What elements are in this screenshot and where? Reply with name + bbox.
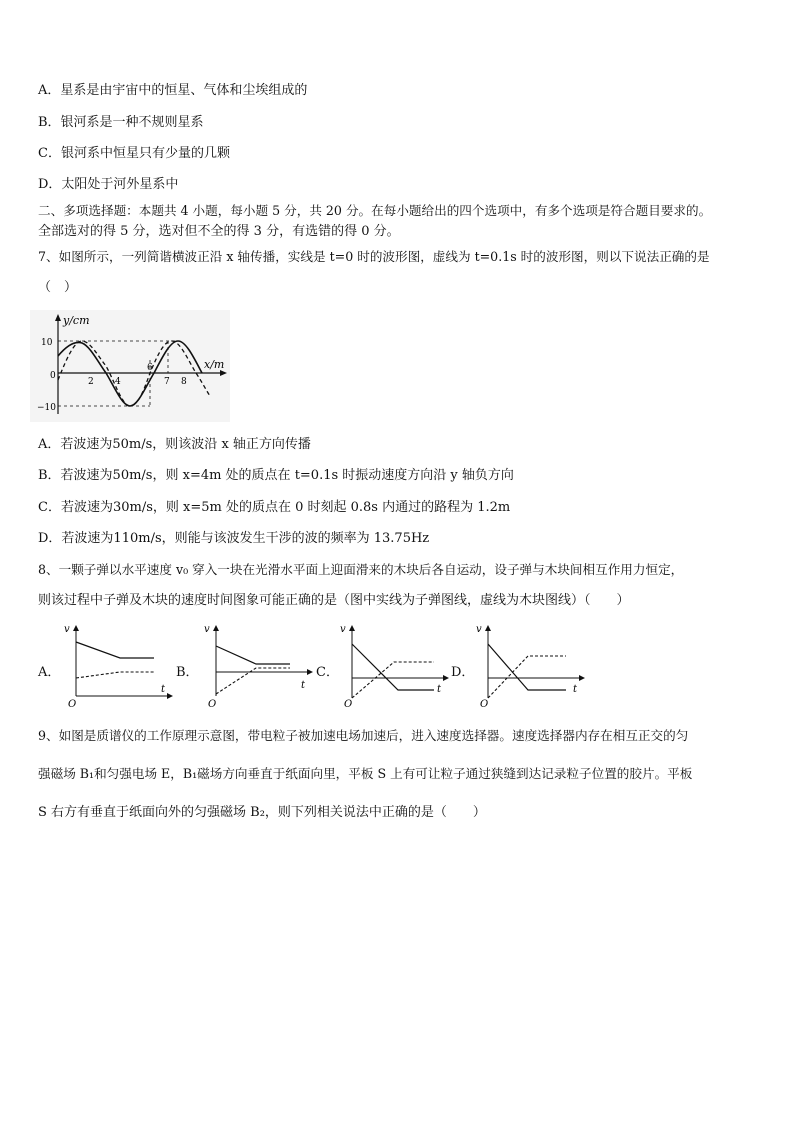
q8b-bullet-line	[216, 646, 290, 664]
q8-graph-b	[198, 622, 318, 708]
q8-stem-line2: 则该过程中子弹及木块的速度时间图象可能正确的是（图中实线为子弹图线，虚线为木块图线）（ ）	[38, 593, 630, 608]
q9-stem-line1: 9、如图是质谱仪的工作原理示意图，带电粒子被加速电场加速后，进入速度选择器。速度选择器内存在相互正交的匀	[38, 728, 689, 743]
q8-option-a-label: A．	[38, 665, 61, 680]
q8a-block-line	[76, 672, 154, 678]
q8a-t-label: t	[161, 684, 166, 695]
q8c-o-label: O	[344, 699, 353, 708]
q8a-bullet-line	[76, 642, 154, 658]
q7-stem-line1: 7、如图所示，一列简谐横波正沿 x 轴传播，实线是 t=0 时的波形图，虚线为 t=0.1s 时的波形图，则以下说法正确的是	[38, 249, 710, 264]
q8d-block-line	[488, 656, 566, 698]
q7-option-b: B．若波速为50m/s，则 x=4m 处的质点在 t=0.1s 时振动速度方向沿 y 轴负方向	[38, 468, 514, 483]
q8-option-c-label: C．	[316, 665, 339, 680]
q8b-v-label: v	[204, 624, 210, 635]
q6-option-c: C．银河系中恒星只有少量的几颗	[38, 146, 230, 161]
q8-stem-line1: 8、一颗子弹以水平速度 v₀ 穿入一块在光滑水平面上迎面滑来的木块后各自运动，设子弹与木块间相互作用力恒定，	[38, 562, 684, 577]
q8c-v-label: v	[340, 624, 346, 635]
q6-option-b: B．银河系是一种不规则星系	[38, 115, 204, 130]
q7-xtick-2: 2	[88, 377, 94, 387]
q9-stem-line2: 强磁场 B₁和匀强电场 E，B₁磁场方向垂直于纸面向里，平板 S 上有可让粒子通过狭缝到达记录粒子位置的胶片。平板	[38, 766, 693, 781]
q8d-v-arrow	[485, 625, 491, 631]
q8-graph-c	[334, 622, 454, 708]
q7-xtick-6: 6	[147, 363, 153, 373]
q7-ytick-10: 10	[41, 338, 53, 348]
q7-xtick-8: 8	[181, 377, 187, 387]
q7-option-c: C．若波速为30m/s，则 x=5m 处的质点在 0 时刻起 0.8s 内通过的路程为 1.2m	[38, 500, 511, 515]
q7-option-a: A．若波速为50m/s，则该波沿 x 轴正方向传播	[38, 437, 311, 452]
section2-instructions-line2: 全部选对的得 5 分，选对但不全的得 3 分，有选错的得 0 分。	[38, 224, 400, 239]
q8d-v-label: v	[476, 624, 482, 635]
q7-ytick-neg10: −10	[37, 403, 56, 413]
q8b-o-label: O	[208, 699, 217, 708]
q6-option-a: A．星系是由宇宙中的恒星、气体和尘埃组成的	[38, 83, 308, 98]
q8a-v-label: v	[64, 624, 70, 635]
q8a-t-arrow	[167, 693, 173, 699]
q8d-t-arrow	[579, 675, 585, 681]
q7-xlabel: x/m	[204, 358, 225, 371]
q8-graph-d	[470, 622, 590, 708]
q8c-bullet-line	[352, 644, 434, 690]
q8d-bullet-line	[488, 644, 566, 690]
q6-option-d: D．太阳处于河外星系中	[38, 177, 179, 192]
q8a-o-label: O	[68, 699, 77, 708]
q8d-t-label: t	[573, 684, 578, 695]
section2-instructions-line1: 二、多项选择题：本题共 4 小题，每小题 5 分，共 20 分。在每小题给出的四个选项中，有多个选项是符合题目要求的。	[38, 203, 712, 218]
q7-xtick-7: 7	[164, 377, 170, 387]
q8-option-b-label: B．	[176, 665, 199, 680]
q8-option-d-label: D．	[451, 665, 475, 680]
q8c-t-label: t	[437, 684, 442, 695]
q8c-v-arrow	[349, 625, 355, 631]
q7-ylabel: y/cm	[63, 314, 90, 327]
q7-wave-figure	[30, 310, 230, 422]
q7-stem-line2: （ ）	[38, 280, 78, 295]
q7-xtick-4: 4	[115, 377, 121, 387]
q8-graph-a	[58, 622, 178, 708]
q8b-t-arrow	[307, 669, 313, 675]
q7-option-d: D．若波速为110m/s，则能与该波发生干涉的波的频率为 13.75Hz	[38, 531, 430, 546]
q8c-t-arrow	[443, 675, 449, 681]
q8b-t-label: t	[301, 680, 306, 691]
q7-origin-label: 0	[50, 371, 56, 381]
q8d-o-label: O	[480, 699, 489, 708]
q8c-block-line	[352, 662, 434, 698]
q8b-v-arrow	[213, 625, 219, 631]
q9-stem-line3: S 右方有垂直于纸面向外的匀强磁场 B₂，则下列相关说法中正确的是（ ）	[38, 805, 486, 820]
q8a-v-arrow	[73, 625, 79, 631]
